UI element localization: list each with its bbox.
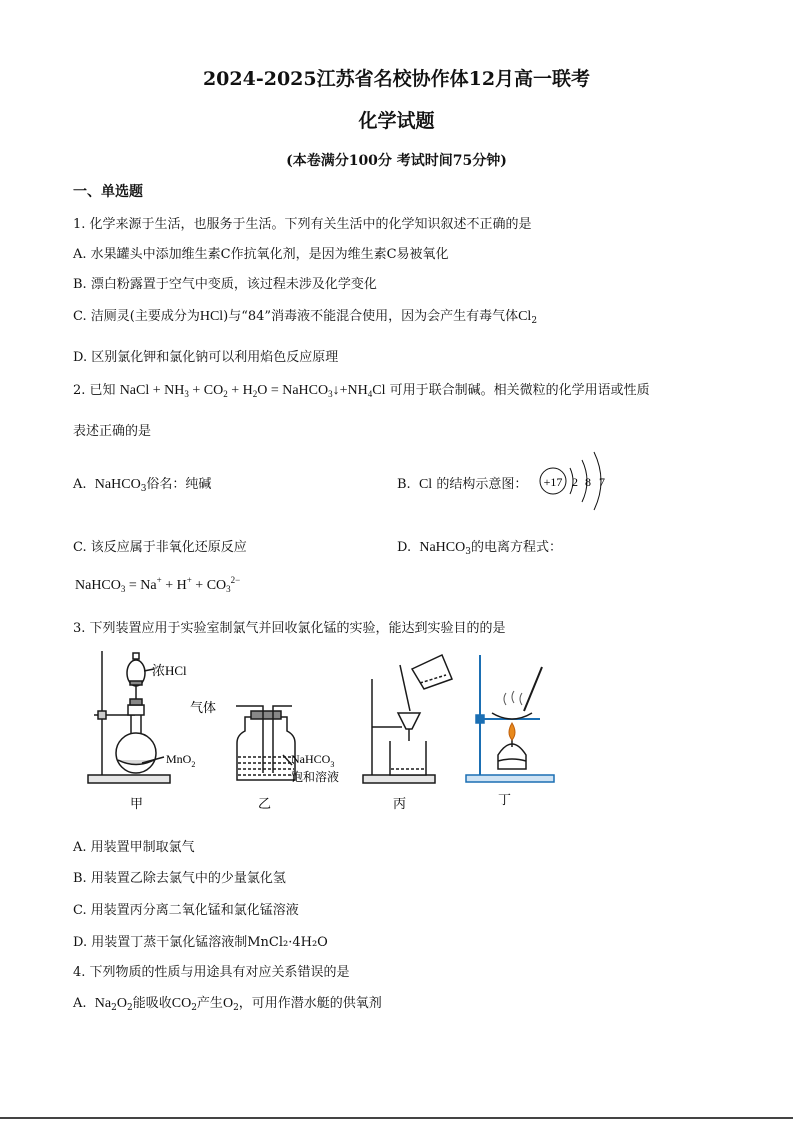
label-conc-hcl: 浓HCl <box>152 663 187 678</box>
label-yi: 乙 <box>258 796 272 811</box>
subject-title: 化学试题 <box>358 110 435 132</box>
apparatus-ding <box>466 655 554 782</box>
q1-c-cl-sub: 2 <box>531 316 538 326</box>
page-bottom-rule <box>0 1117 793 1119</box>
q2-d-ionization-equation: NaHCO$_3$ = $Na^+ + H^+ + CO_3^{2-}$ <box>75 575 241 594</box>
q4-option-a: A. $Na_2O_2$能吸收$CO_2$产生$O_2$，可用作潜水艇的供氧剂 <box>73 996 382 1013</box>
q2-stem-cont: 表述正确的是 <box>73 424 152 439</box>
q1-c-text-2: )与“84”消毒液不能混合使用，因为会产生有毒气体 <box>223 309 519 324</box>
label-jia: 甲 <box>130 796 144 811</box>
label-bing: 丙 <box>393 796 407 811</box>
q1-option-d: D. 区别氯化钾和氯化钠可以利用焰色反应原理 <box>73 350 339 365</box>
q1-c-cl: Cl <box>518 309 532 324</box>
q3-option-b: B. 用装置乙除去氯气中的少量氯化氢 <box>73 871 286 886</box>
nucleus-charge: +17 <box>543 475 563 489</box>
q1-c-hcl: HCl <box>199 309 224 324</box>
q2-stem <box>73 379 650 399</box>
steam-lines <box>504 691 522 705</box>
q1-option-a: A. 水果罐头中添加维生素C作抗氧化剂，是因为维生素C易被氧化 <box>73 247 449 262</box>
q3-option-d: D. 用装置丁蒸干氯化锰溶液制MnCl₂·4H₂O <box>73 935 328 950</box>
shell-electrons-1: 2 <box>572 475 578 489</box>
q2-option-c: C. 该反应属于非氧化还原反应 <box>73 540 247 555</box>
exam-note: (本卷满分100分 考试时间75分钟) <box>286 153 507 169</box>
label-nahco3: NaHCO$_3$ <box>291 752 335 769</box>
q3-option-c: C. 用装置丙分离二氧化锰和氯化锰溶液 <box>73 903 299 918</box>
q4-stem: 4. 下列物质的性质与用途具有对应关系错误的是 <box>73 965 350 980</box>
q2-option-d: D. NaHCO$_3$的电离方程式： <box>397 540 562 557</box>
cl-atom-structure-diagram <box>536 448 616 512</box>
glass-rod <box>524 667 542 711</box>
alcohol-lamp-flame <box>509 723 515 740</box>
q1-option-b: B. 漂白粉露置于空气中变质，该过程未涉及化学变化 <box>73 277 377 292</box>
shell-electrons-3: 7 <box>599 475 605 489</box>
q3-stem: 3. 下列装置应用于实验室制氯气并回收氯化锰的实验，能达到实验目的的是 <box>73 621 506 636</box>
shell-electrons-2: 8 <box>585 475 591 489</box>
q2-option-a: A. NaHCO$_3$俗名：纯碱 <box>73 477 212 494</box>
label-mno2: MnO$_2$ <box>166 752 196 769</box>
q2-num: 2. 已知 <box>73 383 116 398</box>
apparatus-figure <box>80 645 560 820</box>
label-saturated-solution: 饱和溶液 <box>291 770 340 784</box>
exam-title: 2024-2025江苏省名校协作体12月高一联考 <box>202 68 591 90</box>
apparatus-yi <box>236 706 295 780</box>
section-heading: 一、单选题 <box>73 184 143 200</box>
q1-stem: 1. 化学来源于生活，也服务于生活。下列有关生活中的化学知识叙述不正确的是 <box>73 217 532 232</box>
q2-tail: 可用于联合制碱。相关微粒的化学用语或性质 <box>389 383 650 398</box>
q1-option-c <box>73 305 537 326</box>
label-gas: 气体 <box>190 700 217 715</box>
q2-option-b: B. Cl 的结构示意图： <box>397 477 528 492</box>
q2-a-formula: NaHCO <box>94 477 141 492</box>
apparatus-bing <box>363 655 452 783</box>
q1-c-text-1: C. 洁厕灵(主要成分为 <box>73 309 200 324</box>
q3-option-a: A. 用装置甲制取氯气 <box>73 840 195 855</box>
q2-b-formula: Cl <box>418 477 433 492</box>
label-ding: 丁 <box>498 792 512 807</box>
q2-equation: NaCl + $NH_3 + CO_2 + H_2O$ = $NaHCO_3↓+NH_4Cl$ <box>119 383 386 399</box>
